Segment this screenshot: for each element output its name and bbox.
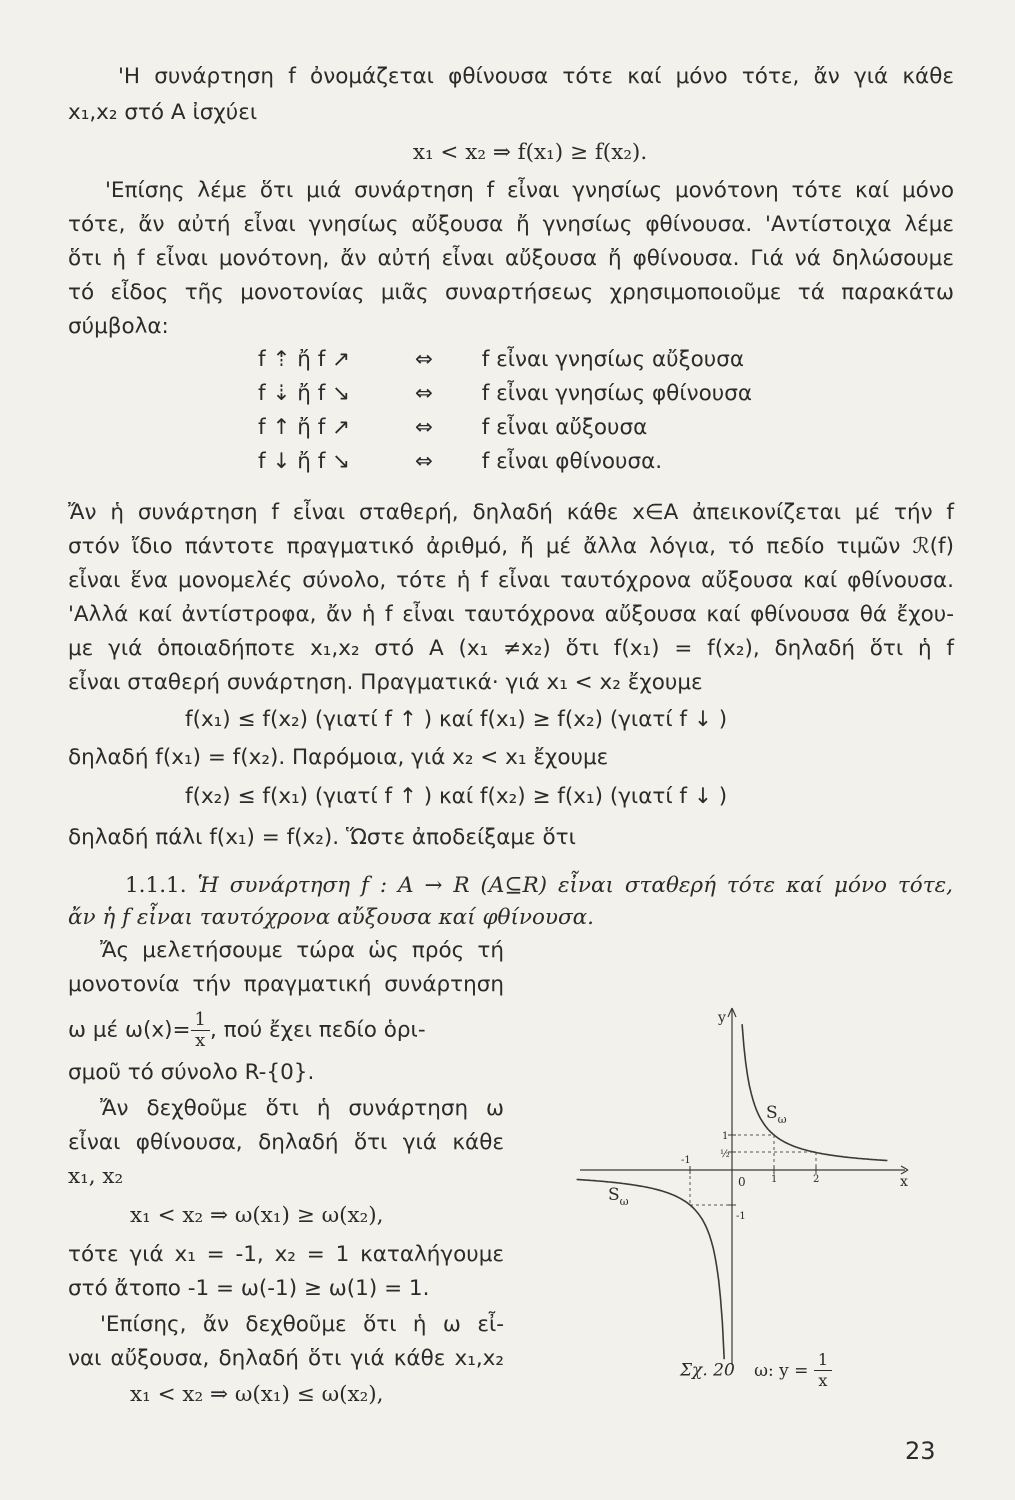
p2-line4: τό εἶδος τῆς μονοτονίας μιᾶς συναρτήσεως χρησιμοποιοῦμε τά παρακάτω: [68, 280, 954, 305]
symbol-row: [258, 347, 744, 373]
symbol-meaning: f εἶναι γνησίως αὔξουσα: [481, 347, 744, 372]
symbol-left: f ↓ ἤ f ↘: [258, 449, 351, 474]
symbol-meaning: f εἶναι φθίνουσα.: [481, 449, 663, 474]
curve-label-lower-sub: ω: [619, 1195, 629, 1208]
symbol-left: f ⇡ ἤ f ↗: [258, 347, 351, 372]
tick-label-y-m1: -1: [736, 1211, 746, 1222]
origin-label: 0: [738, 1175, 746, 1189]
symbol-left: f ↑ ἤ f ↗: [258, 415, 351, 440]
hyperbola-figure: [560, 1000, 940, 1390]
iff-symbol: ⇔: [414, 449, 433, 474]
iff-symbol: ⇔: [414, 347, 433, 372]
caption-fraction: [814, 1350, 832, 1391]
p2-line2: τότε, ἄν αὐτή εἶναι γνησίως αὔξουσα ἤ γνησίως φθίνουσα. 'Αντίστοιχα λέμε: [68, 212, 954, 237]
p3-line4: 'Αλλά καί ἀντίστροφα, ἄν ἡ f εἶναι ταυτόχρονα αὔξουσα καί φθίνουσα θά ἔχου-: [68, 602, 954, 627]
symbol-left: f ⇣ ἤ f ↘: [258, 381, 351, 406]
p3-line2: στόν ἴδιο πάντοτε πραγματικό ἀριθμό, ἤ μέ ἄλλα λόγια, τό πεδίο τιμῶν ℛ(f): [68, 534, 954, 559]
theorem-statement: Ἡ συνάρτηση f : A → R (A⊆R) εἶναι σταθερή τότε καί μόνο τότε,: [197, 873, 953, 898]
tick-label-x-m1: -1: [681, 1155, 691, 1166]
p4-line4: σμοῦ τό σύνολο R-{0}.: [68, 1060, 315, 1085]
p4-formula1: x₁ < x₂ ⇒ ω(x₁) ≥ ω(x₂),: [130, 1203, 384, 1228]
hyperbola-branch-negative: [577, 1180, 725, 1360]
caption-prefix: Σχ. 20: [680, 1360, 735, 1381]
p4-line5: Ἄν δεχθοῦμε ὅτι ἡ συνάρτηση ω: [100, 1096, 504, 1121]
p4-formula2: x₁ < x₂ ⇒ ω(x₁) ≤ ω(x₂),: [130, 1382, 384, 1407]
p1-line1: 'Η συνάρτηση f ὀνομάζεται φθίνουσα τότε καί μόνο τότε, ἄν γιά κάθε: [118, 64, 954, 89]
symbol-meaning: f εἶναι αὔξουσα: [481, 415, 648, 440]
symbol-row: [258, 415, 647, 441]
tick-label-x2: 2: [813, 1174, 820, 1185]
figure-caption: [680, 1350, 832, 1391]
theorem-line1: [125, 873, 953, 899]
iff-symbol: ⇔: [414, 415, 433, 440]
fraction-numerator: 1: [191, 1010, 210, 1031]
p1-formula: x₁ < x₂ ⇒ f(x₁) ≥ f(x₂).: [412, 140, 648, 165]
p3-line3: εἶναι ἕνα μονομελές σύνολο, τότε ἡ f εἶναι ταυτόχρονα αὔξουσα καί φθίνουσα.: [68, 568, 954, 593]
curve-label-upper: [766, 1103, 787, 1126]
p4-line10: 'Επίσης, ἄν δεχθοῦμε ὅτι ἡ ω εἶ-: [100, 1312, 504, 1337]
caption-fraction-numerator: 1: [814, 1350, 832, 1371]
caption-fraction-denominator: x: [818, 1371, 828, 1390]
curve-label-lower-s: S: [608, 1185, 620, 1205]
p3-formula1: f(x₁) ≤ f(x₂) (γιατί f ↑ ) καί f(x₁) ≥ f(x₂) (γιατί f ↓ ): [185, 707, 728, 732]
p4-line1: Ἄς μελετήσουμε τώρα ὡς πρός τή: [100, 938, 504, 963]
p2-line5: σύμβολα:: [68, 314, 169, 339]
p4-line8: τότε γιά x₁ = -1, x₂ = 1 καταλήγουμε: [68, 1242, 504, 1267]
omega-fraction: [191, 1010, 210, 1051]
symbol-row: [258, 449, 662, 475]
p2-line1: 'Επίσης λέμε ὅτι μιά συνάρτηση f εἶναι γνησίως μονότονη τότε καί μόνο: [105, 178, 954, 203]
p3-line6: εἶναι σταθερή συνάρτηση. Πραγματικά· γιά x₁ < x₂ ἔχουμε: [68, 670, 703, 695]
page-number: 23: [905, 1437, 936, 1465]
p2-line3: ὅτι ἡ f εἶναι μονότονη, ἄν αὐτή εἶναι αὔξουσα ἤ φθίνουσα. Γιά νά δηλώσουμε: [68, 246, 954, 271]
p4-line3-end: , πού ἔχει πεδίο ὁρι-: [209, 1017, 426, 1043]
symbol-row: [258, 381, 752, 407]
p3-line8: δηλαδή πάλι f(x₁) = f(x₂). Ὥστε ἀποδείξαμε ὅτι: [68, 825, 576, 850]
p3-formula2: f(x₂) ≤ f(x₁) (γιατί f ↑ ) καί f(x₂) ≥ f(x₁) (γιατί f ↓ ): [185, 784, 728, 809]
x-axis-label: x: [900, 1174, 908, 1190]
curve-label-upper-sub: ω: [777, 1113, 787, 1126]
tick-label-y-half: ½: [720, 1149, 730, 1160]
p3-line1: Ἄν ἡ συνάρτηση f εἶναι σταθερή, δηλαδή κάθε x∈A ἀπεικονίζεται μέ τήν f: [68, 500, 954, 525]
caption-equation: ω: y =: [754, 1360, 809, 1381]
p4-line3-start: ω μέ ω(x)=: [68, 1017, 191, 1043]
p1-line2: x₁,x₂ στό A ἰσχύει: [68, 100, 258, 125]
theorem-number: 1.1.1.: [125, 873, 187, 898]
p3-line7: δηλαδή f(x₁) = f(x₂). Παρόμοια, γιά x₂ < x₁ ἔχουμε: [68, 745, 609, 770]
iff-symbol: ⇔: [414, 381, 433, 406]
fraction-denominator: x: [195, 1030, 206, 1051]
tick-label-y1: 1: [722, 1131, 729, 1142]
hyperbola-branch-positive: [742, 1024, 887, 1160]
y-axis-label: y: [718, 1010, 726, 1026]
curve-label-upper-s: S: [766, 1103, 778, 1123]
p4-line3: [68, 1010, 426, 1051]
curve-label-lower: [608, 1185, 629, 1208]
p4-line6: εἶναι φθίνουσα, δηλαδή ὅτι γιά κάθε: [68, 1130, 504, 1155]
theorem-line2: ἄν ἡ f εἶναι ταυτόχρονα αὔξουσα καί φθίνουσα.: [68, 905, 595, 930]
p4-line7: x₁, x₂: [68, 1164, 124, 1189]
p4-line9: στό ἄτοπο -1 = ω(-1) ≥ ω(1) = 1.: [68, 1276, 430, 1301]
symbol-meaning: f εἶναι γνησίως φθίνουσα: [481, 381, 753, 406]
p4-line11: ναι αὔξουσα, δηλαδή ὅτι γιά κάθε x₁,x₂: [68, 1346, 504, 1371]
p3-line5: με γιά ὁποιαδήποτε x₁,x₂ στό A (x₁ ≠x₂) ὅτι f(x₁) = f(x₂), δηλαδή ὅτι ἡ f: [68, 636, 954, 661]
tick-label-x1: 1: [771, 1174, 778, 1185]
p4-line2: μονοτονία τήν πραγματική συνάρτηση: [68, 972, 504, 997]
